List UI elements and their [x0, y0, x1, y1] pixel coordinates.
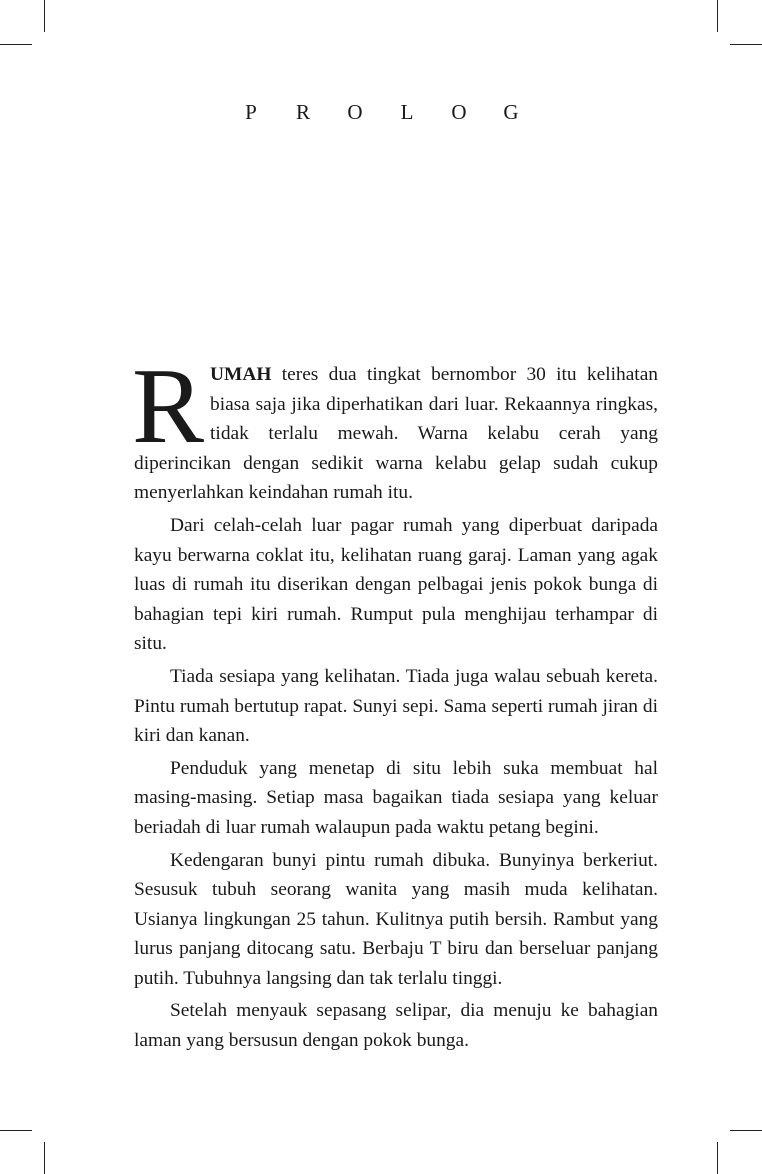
paragraph-6: Setelah menyauk sepasang selipar, dia menuju ke bahagian laman yang bersusun dengan pokok bunga.	[134, 1000, 658, 1052]
crop-mark-bottom-left-vertical	[44, 1142, 45, 1174]
chapter-title-letter: L	[400, 100, 414, 124]
chapter-title-letter: G	[503, 100, 519, 124]
chapter-title-letter: O	[451, 100, 467, 124]
lead-word: UMAH	[210, 364, 272, 385]
paragraph-2: Dari celah-celah luar pagar rumah yang diperbuat daripada kayu berwarna coklat itu, kelihatan ruang garaj. Laman yang agak luas di rumah itu diserikan dengan pelbagai jenis pokok bunga di bahagian tepi kiri rumah. Rumput pula menghijau terhampar di situ.	[134, 514, 658, 655]
chapter-title-letter: R	[295, 100, 310, 124]
crop-mark-bottom-right-vertical	[717, 1142, 718, 1174]
paragraph-1-text: teres dua tingkat bernombor 30 itu kelihatan biasa saja jika diperhatikan dari luar. Rekaannya ringkas, tidak terlalu mewah. Warna kelabu cerah yang diperincikan dengan sedikit warna kelabu gelap sudah cukup menyerlahkan keindahan rumah itu.	[134, 364, 658, 504]
crop-mark-top-left-vertical	[44, 0, 45, 32]
body-text	[132, 347, 658, 1059]
crop-mark-top-right-vertical	[717, 0, 718, 32]
paragraph-5: Kedengaran bunyi pintu rumah dibuka. Bunyinya berkeriut. Sesusuk tubuh seorang wanita yang masih muda kelihatan. Usianya lingkungan 25 tahun. Kulitnya putih bersih. Rambut yang lurus panjang ditocang satu. Berbaju T biru dan berseluar panjang putih. Tubuhnya langsing dan tak terlalu tinggi.	[134, 849, 658, 989]
paragraph-3: Tiada sesiapa yang kelihatan. Tiada juga walau sebuah kereta. Pintu rumah bertutup rapat. Sunyi sepi. Sama seperti rumah jiran di kiri dan kanan.	[134, 665, 658, 747]
chapter-title-letter: P	[245, 100, 257, 124]
chapter-title	[0, 100, 762, 125]
crop-mark-bottom-right-horizontal	[730, 1130, 762, 1131]
drop-cap: R	[132, 347, 205, 466]
crop-mark-bottom-left-horizontal	[0, 1130, 32, 1131]
paragraph-1	[132, 347, 658, 508]
paragraph-4: Penduduk yang menetap di situ lebih suka membuat hal masing-masing. Setiap masa bagaikan tiada sesiapa yang keluar beriadah di luar rumah walaupun pada waktu petang begini.	[134, 757, 658, 838]
chapter-title-letter: O	[347, 100, 363, 124]
crop-mark-top-left-horizontal	[0, 44, 32, 45]
crop-mark-top-right-horizontal	[730, 44, 762, 45]
